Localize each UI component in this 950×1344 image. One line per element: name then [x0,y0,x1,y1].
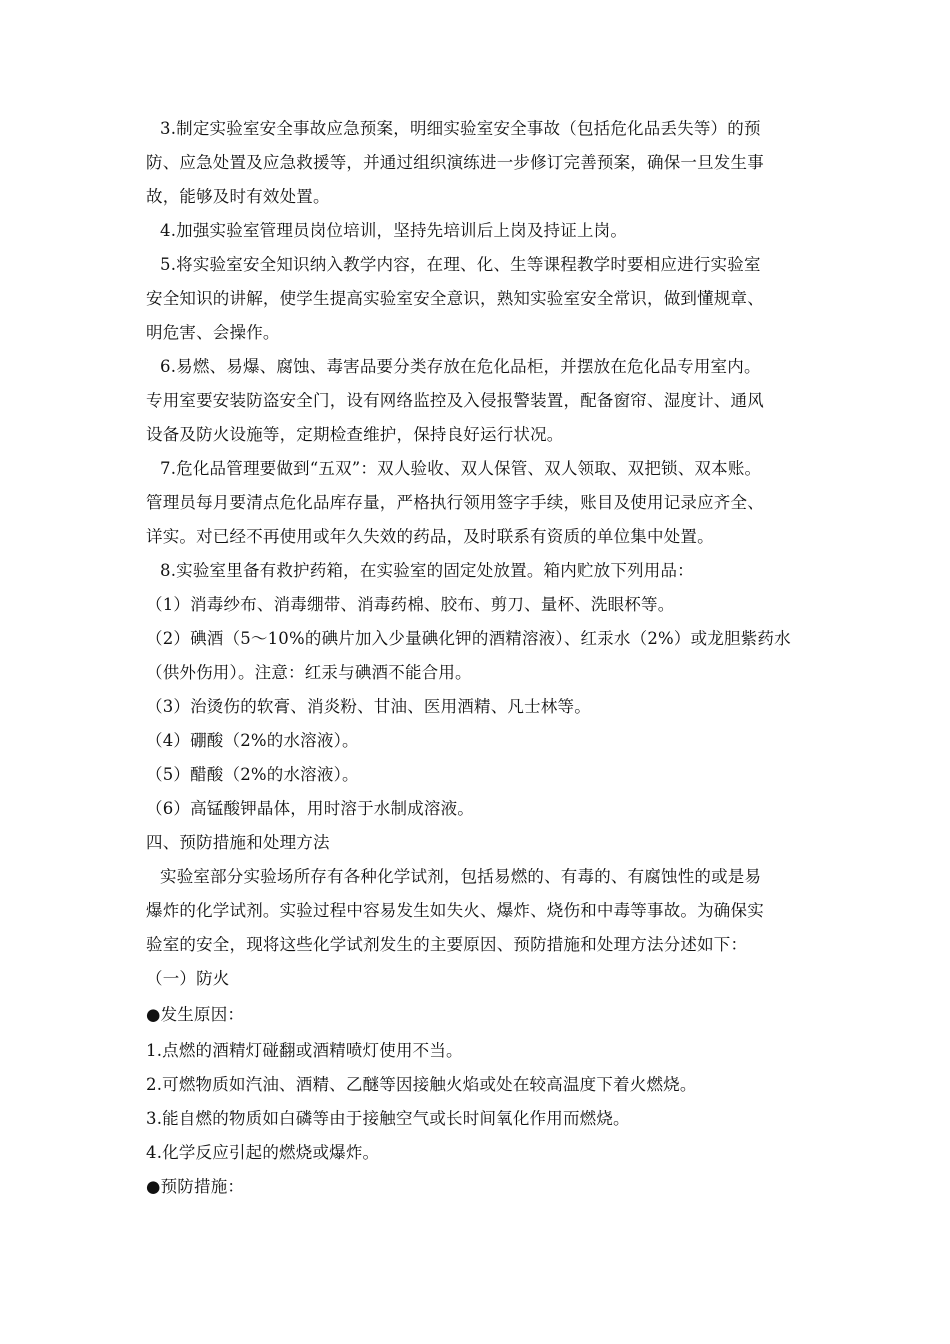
paragraph-line: 5.将实验室安全知识纳入教学内容，在理、化、生等课程教学时要相应进行实验室 [160,255,761,274]
paragraph-line: 详实。对已经不再使用或年久失效的药品，及时联系有资质的单位集中处置。 [146,527,714,546]
list-item: （3）治烫伤的软膏、消炎粉、甘油、医用酒精、凡士林等。 [146,697,591,716]
paragraph-line: 专用室要安装防盗安全门，设有网络监控及入侵报警装置，配备窗帘、湿度计、通风 [146,391,764,410]
paragraph-line: 管理员每月要清点危化品库存量，严格执行领用签字手续，账目及使用记录应齐全、 [146,493,764,512]
list-item: （5）醋酸（2%的水溶液）。 [146,765,359,784]
paragraph-line: 实验室部分实验场所存有各种化学试剂，包括易燃的、有毒的、有腐蚀性的或是易 [160,867,762,886]
paragraph-line: 验室的安全，现将这些化学试剂发生的主要原因、预防措施和处理方法分述如下： [146,935,748,954]
bullet-heading: ●发生原因： [146,1005,245,1024]
paragraph-line: 爆炸的化学试剂。实验过程中容易发生如失火、爆炸、烧伤和中毒等事故。为确保实 [146,901,764,920]
list-item: 3.能自燃的物质如白磷等由于接触空气或长时间氧化作用而燃烧。 [146,1109,630,1128]
paragraph-line: 8.实验室里备有救护药箱，在实验室的固定处放置。箱内贮放下列用品： [160,561,694,580]
list-item: （4）硼酸（2%的水溶液）。 [146,731,359,750]
paragraph-line: 安全知识的讲解，使学生提高实验室安全意识，熟知实验室安全常识，做到懂规章、 [146,289,764,308]
paragraph-line: 明危害、会操作。 [146,323,280,342]
paragraph-line: 3.制定实验室安全事故应急预案，明细实验室安全事故（包括危化品丢失等）的预 [160,119,761,138]
paragraph-line: 故，能够及时有效处置。 [146,187,330,206]
list-item: （供外伤用）。注意：红汞与碘酒不能合用。 [146,663,472,682]
subsection-heading: （一）防火 [146,969,230,988]
list-item: （6）高锰酸钾晶体，用时溶于水制成溶液。 [146,799,474,818]
list-item: 1.点燃的酒精灯碰翻或酒精喷灯使用不当。 [146,1041,463,1060]
bullet-heading: ●预防措施： [146,1177,245,1196]
list-item: 2.可燃物质如汽油、酒精、乙醚等因接触火焰或处在较高温度下着火燃烧。 [146,1075,697,1094]
section-heading: 四、预防措施和处理方法 [146,833,330,852]
paragraph-line: 7.危化品管理要做到“五双”：双人验收、双人保管、双人领取、双把锁、双本账。 [160,459,762,478]
paragraph-line: 防、应急处置及应急救援等，并通过组织演练进一步修订完善预案，确保一旦发生事 [146,153,764,172]
list-item: （2）碘酒（5～10%的碘片加入少量碘化钾的酒精溶液）、红汞水（2%）或龙胆紫药水 [146,629,791,648]
paragraph-line: 6.易燃、易爆、腐蚀、毒害品要分类存放在危化品柜，并摆放在危化品专用室内。 [160,357,761,376]
paragraph-line: 设备及防火设施等，定期检查维护，保持良好运行状况。 [146,425,564,444]
list-item: （1）消毒纱布、消毒绷带、消毒药棉、胶布、剪刀、量杯、洗眼杯等。 [146,595,675,614]
paragraph-line: 4.加强实验室管理员岗位培训，坚持先培训后上岗及持证上岗。 [160,221,628,240]
list-item: 4.化学反应引起的燃烧或爆炸。 [146,1143,380,1162]
